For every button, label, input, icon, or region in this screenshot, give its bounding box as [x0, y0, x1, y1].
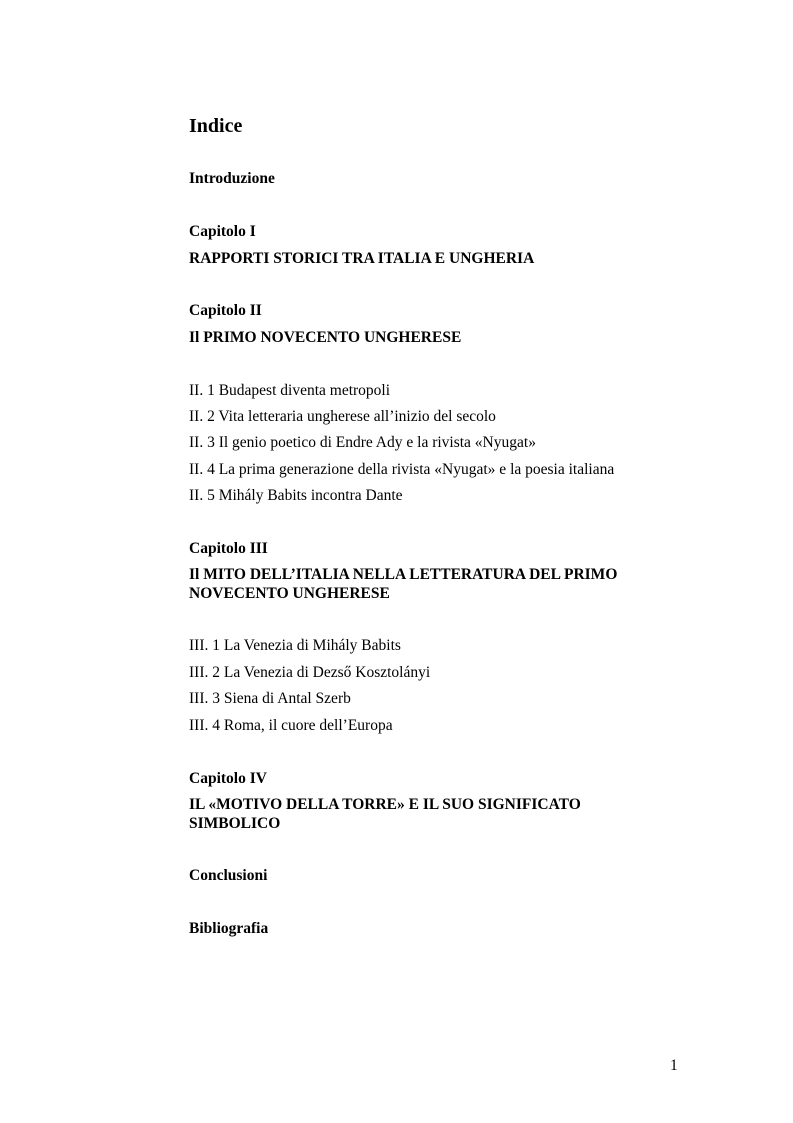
- chapter-3-section: III. 1 La Venezia di Mihály Babits: [189, 637, 401, 654]
- chapter-2-section: II. 1 Budapest diventa metropoli: [189, 382, 391, 399]
- chapter-2-title: Il PRIMO NOVECENTO UNGHERESE: [189, 329, 462, 346]
- chapter-3-section: III. 2 La Venezia di Dezső Kosztolányi: [189, 664, 431, 681]
- chapter-3-section: III. 4 Roma, il cuore dell’Europa: [189, 717, 393, 734]
- chapter-3-section: III. 3 Siena di Antal Szerb: [189, 690, 351, 707]
- page-number: 1: [670, 1057, 678, 1074]
- chapter-2-section: II. 2 Vita letteraria ungherese all’inizio del secolo: [189, 408, 496, 425]
- chapter-2-section: II. 3 Il genio poetico di Endre Ady e la rivista «Nyugat»: [189, 434, 536, 451]
- toc-entry-introduzione: Introduzione: [189, 170, 275, 187]
- chapter-4-label: Capitolo IV: [189, 770, 267, 787]
- chapter-4-title-line-1: IL «MOTIVO DELLA TORRE» E IL SUO SIGNIFICATO: [189, 796, 581, 813]
- chapter-2-section: II. 5 Mihály Babits incontra Dante: [189, 487, 403, 504]
- toc-entry-conclusioni: Conclusioni: [189, 867, 268, 884]
- chapter-2-label: Capitolo II: [189, 302, 262, 319]
- chapter-3-title-line-2: NOVECENTO UNGHERESE: [189, 585, 390, 602]
- chapter-2-section: II. 4 La prima generazione della rivista «Nyugat» e la poesia italiana: [189, 461, 615, 478]
- chapter-1-label: Capitolo I: [189, 223, 256, 240]
- toc-entry-bibliografia: Bibliografia: [189, 920, 269, 937]
- chapter-4-title-line-2: SIMBOLICO: [189, 815, 281, 832]
- page-title: Indice: [189, 115, 243, 137]
- chapter-3-title-line-1: Il MITO DELL’ITALIA NELLA LETTERATURA DEL PRIMO: [189, 566, 618, 583]
- chapter-3-label: Capitolo III: [189, 540, 268, 557]
- chapter-1-title: RAPPORTI STORICI TRA ITALIA E UNGHERIA: [189, 250, 535, 267]
